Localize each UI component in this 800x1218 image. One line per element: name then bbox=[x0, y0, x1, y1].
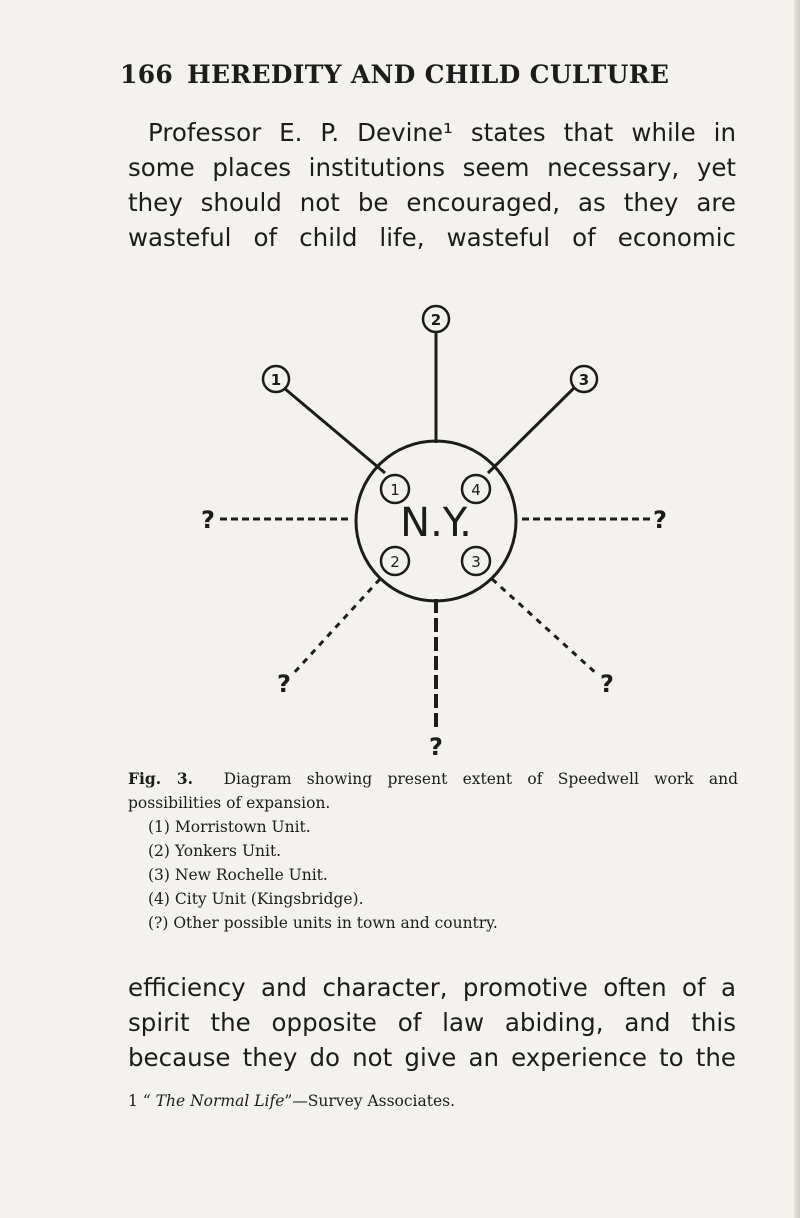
running-head bbox=[120, 60, 669, 89]
footnote: 1 “ The Normal Life”—Survey Associates. bbox=[128, 1092, 456, 1110]
text-line: efficiency and character, promotive often of a bbox=[128, 973, 736, 1002]
text-line: spirit the opposite of law abiding, and this bbox=[128, 1008, 736, 1037]
spoke-morristown bbox=[284, 388, 385, 473]
caption-line bbox=[128, 767, 738, 791]
caption-line: possibilities of expansion. bbox=[128, 794, 331, 812]
caption-text: Diagram showing present extent of Speedwell work and bbox=[223, 770, 738, 788]
inner-unit-label: 1 bbox=[390, 481, 400, 499]
ny-label: N.Y. bbox=[400, 500, 472, 546]
text-line: because they do not give an experience to the bbox=[128, 1043, 736, 1072]
text-line: wasteful of child life, wasteful of economic bbox=[128, 223, 736, 252]
speedwell-diagram bbox=[180, 295, 680, 765]
inner-unit-label: 4 bbox=[471, 481, 481, 499]
legend-item: (?) Other possible units in town and country. bbox=[148, 914, 498, 932]
outer-unit-label: 3 bbox=[578, 371, 590, 389]
text-line: Professor E. P. Devine¹ states that while in bbox=[148, 118, 736, 147]
text-line: some places institutions seem necessary, yet bbox=[128, 153, 736, 182]
page-number: 166 bbox=[120, 60, 174, 89]
page-edge bbox=[794, 0, 800, 1218]
footnote-source: ”—Survey Associates. bbox=[284, 1092, 456, 1110]
legend-item: (2) Yonkers Unit. bbox=[148, 842, 282, 860]
possible-unit-lower-right: ? bbox=[600, 670, 614, 698]
legend-item: (4) City Unit (Kingsbridge). bbox=[148, 890, 364, 908]
footnote-marker: 1 bbox=[128, 1092, 138, 1110]
diagram-svg bbox=[180, 295, 680, 765]
legend-item: (1) Morristown Unit. bbox=[148, 818, 311, 836]
running-title: HEREDITY AND CHILD CULTURE bbox=[187, 60, 670, 89]
possible-unit-bottom: ? bbox=[429, 733, 443, 761]
inner-unit-label: 2 bbox=[390, 553, 400, 571]
text-line: they should not be encouraged, as they are bbox=[128, 188, 736, 217]
outer-unit-label: 1 bbox=[270, 371, 282, 389]
legend-item: (3) New Rochelle Unit. bbox=[148, 866, 328, 884]
spoke-possible-lower-right bbox=[492, 579, 598, 675]
top-paragraph bbox=[128, 115, 736, 255]
possible-unit-left: ? bbox=[201, 506, 215, 534]
spoke-possible-lower-left bbox=[292, 579, 380, 675]
possible-unit-lower-left: ? bbox=[277, 670, 291, 698]
footnote-title: The Normal Life bbox=[155, 1092, 285, 1110]
figure-label: Fig. 3. bbox=[128, 769, 194, 788]
outer-unit-label: 2 bbox=[430, 311, 442, 329]
spoke-new-rochelle bbox=[488, 388, 574, 473]
bottom-paragraph bbox=[128, 970, 736, 1075]
possible-unit-right: ? bbox=[653, 506, 667, 534]
figure-caption bbox=[128, 767, 738, 935]
inner-unit-label: 3 bbox=[471, 553, 481, 571]
